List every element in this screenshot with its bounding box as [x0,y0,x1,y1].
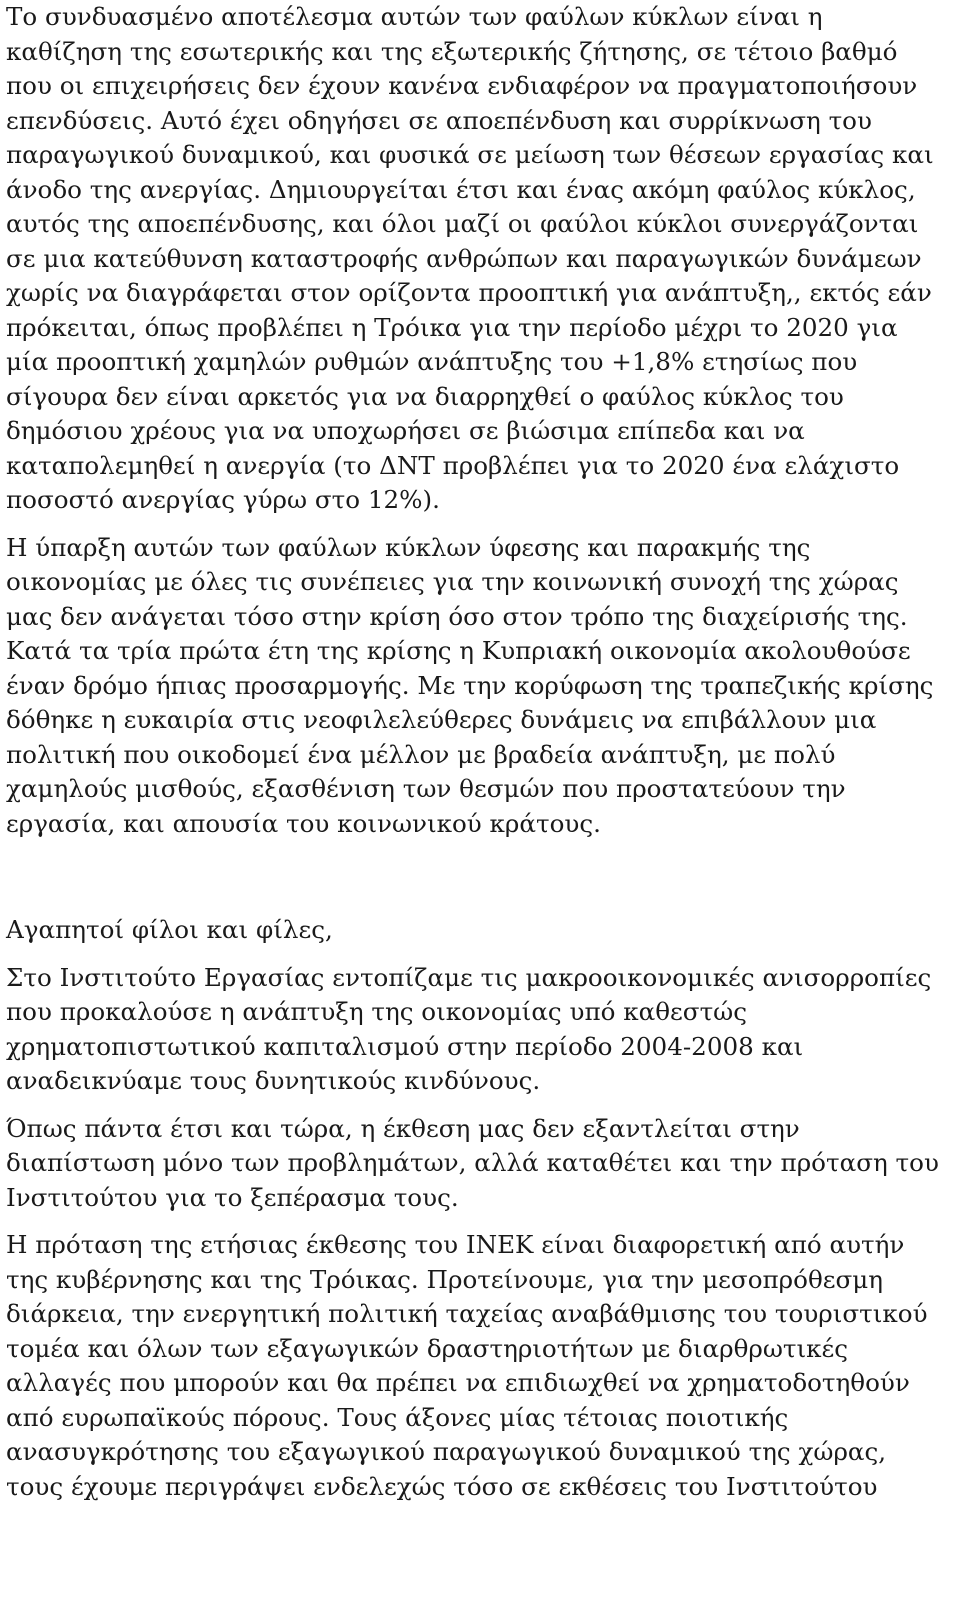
paragraph-report-proposal: Όπως πάντα έτσι και τώρα, η έκθεση μας δεν εξαντλείται στην διαπίστωση μόνο των προβλημάτων, αλλά καταθέτει και την πρόταση του Ινστιτούτου για το ξεπέρασμα τους. [6,1113,939,1212]
paragraph-crisis-management: Η ύπαρξη αυτών των φαύλων κύκλων ύφεσης και παρακμής της οικονομίας με όλες τις συνέπειες για την κοινωνική συνοχή της χώρας μας δεν ανάγεται τόσο στην κρίση όσο στον τρόπο της διαχείρισής της. Κατά τα τρία πρώτα έτη της κρίσης η Κυπριακή οικονομία ακολουθούσε έναν δρόμο ήπιας προσαρμογής. Με την κορύφωση της τραπεζικής κρίσης δόθηκε η ευκαιρία στις νεοφιλελεύθερες δυνάμεις να επιβάλλουν μια πολιτική που οικοδομεί ένα μέλλον με βραδεία ανάπτυξη, με πολύ χαμηλούς μισθούς, εξασθένιση των θεσμών που προστατεύουν την εργασία, και απουσία του κοινωνικού κράτους. [6,532,934,838]
paragraph-inek-proposal: Η πρόταση της ετήσιας έκθεσης του ΙΝΕΚ είναι διαφορετική από αυτήν της κυβέρνησης και της Τρόικας. Προτείνουμε, για την μεσοπρόθεσμη διάρκεια, την ενεργητική πολιτική ταχείας αναβάθμισης του τουριστικού τομέα και όλων των εξαγωγικών δραστηριοτήτων με διαρθρωτικές αλλαγές που μπορούν και θα πρέπει να επιδιωχθεί να χρηματοδοτηθούν από ευρωπαϊκούς πόρους. Τους άξονες μίας τέτοιας ποιοτικής ανασυγκρότησης του εξαγωγικού παραγωγικού δυναμικού της χώρας, τους έχουμε περιγράψει ενδελεχώς τόσο σε εκθέσεις του Ινστιτούτου [6,1230,928,1501]
paragraph-vicious-cycles: Το συνδυασμένο αποτέλεσμα αυτών των φαύλων κύκλων είναι η καθίζηση της εσωτερικής και της εξωτερικής ζήτησης, σε τέτοιο βαθμό που οι επιχειρήσεις δεν έχουν κανένα ενδιαφέρον να πραγματοποιήσουν επενδύσεις. Αυτό έχει οδηγήσει σε αποεπένδυση και συρρίκνωση του παραγωγικού δυναμικού, και φυσικά σε μείωση των θέσεων εργασίας και άνοδο της ανεργίας. Δημιουργείται έτσι και ένας ακόμη φαύλος κύκλος, αυτός της αποεπένδυσης, και όλοι μαζί οι φαύλοι κύκλοι συνεργάζονται σε μια κατεύθυνση καταστροφής ανθρώπων και παραγωγικών δυνάμεων χωρίς να διαγράφεται στον ορίζοντα προοπτική για ανάπτυξη,, εκτός εάν πρόκειται, όπως προβλέπει η Τρόικα για την περίοδο μέχρι το 2020 για μία προοπτική χαμηλών ρυθμών ανάπτυξης του +1,8% ετησίως που σίγουρα δεν είναι αρκετός για να διαρρηχθεί ο φαύλος κύκλος του δημόσιου χρέους για να υποχωρήσει σε βιώσιμα επίπεδα και να καταπολεμηθεί η ανεργία (το ΔΝΤ προβλέπει για το 2020 ένα ελάχιστο ποσοστό ανεργίας γύρω στο 12%). [6,2,934,514]
paragraph-institute-findings: Στο Ινστιτούτο Εργασίας εντοπίζαμε τις μακροοικονομικές ανισορροπίες που προκαλούσε η ανάπτυξη της οικονομίας υπό καθεστώς χρηματοπιστωτικού καπιταλισμού στην περίοδο 2004-2008 και αναδεικνύαμε τους δυνητικούς κινδύνους. [6,962,932,1095]
paragraph-salutation: Αγαπητοί φίλοι και φίλες, [6,915,333,944]
